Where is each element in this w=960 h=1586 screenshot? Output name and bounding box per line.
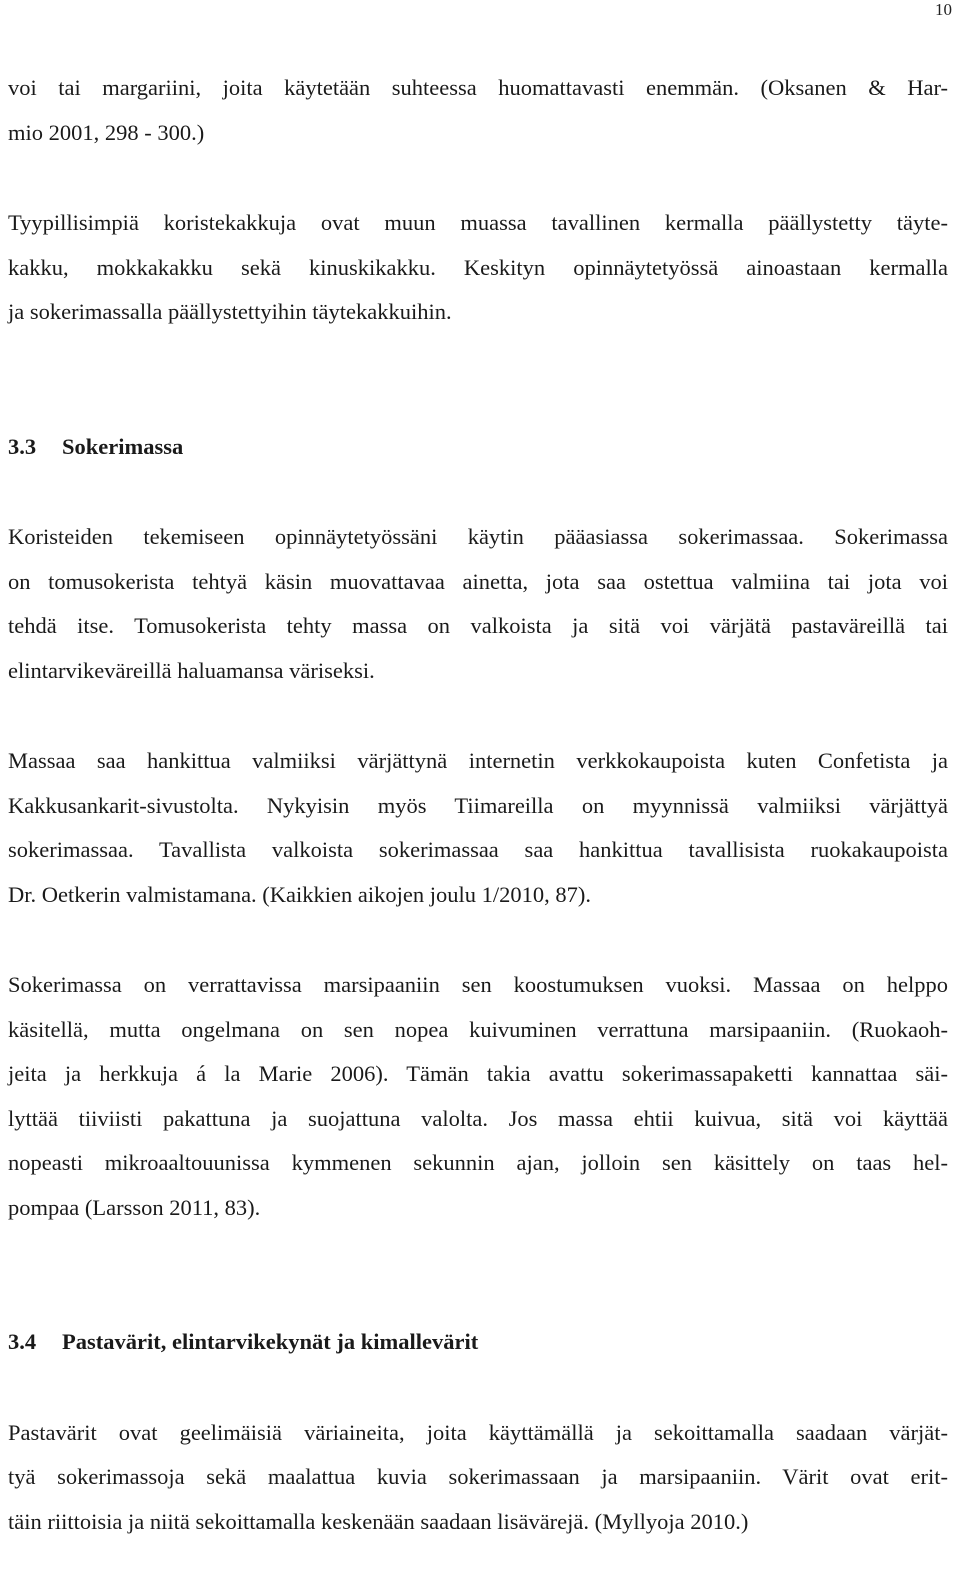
paragraph-margarine: [8, 66, 948, 155]
section-title: Sokerimassa: [62, 433, 184, 459]
section-heading-3-4: [8, 1320, 948, 1365]
paragraph-cake-types: [8, 201, 948, 335]
text-line: nopeasti mikroaaltouunissa kymmenen sekunnin ajan, jolloin sen käsittely on taas hel-: [8, 1150, 948, 1175]
text-line: kakku, mokkakakku sekä kinuskikakku. Keskityn opinnäytetyössä ainoastaan kermalla: [8, 254, 948, 280]
section-title: Pastavärit, elintarvikekynät ja kimallevärit: [62, 1329, 479, 1354]
text-line: voi tai margariini, joita käytetään suhteessa huomattavasti enemmän. (Oksanen & Har-: [8, 75, 948, 100]
text-line: täin riittoisia ja niitä sekoittamalla keskenään saadaan lisävärejä. (Myllyoja 2010.): [8, 1508, 749, 1534]
text-line: Sokerimassa on verrattavissa marsipaaniin sen koostumuksen vuoksi. Massaa on helppo: [8, 972, 948, 997]
text-line: tehdä itse. Tomusokerista tehty massa on valkoista ja sitä voi värjätä pastaväreillä tai: [8, 613, 948, 638]
text-line: Dr. Oetkerin valmistamana. (Kaikkien aikojen joulu 1/2010, 87).: [8, 881, 591, 907]
text-line: tyä sokerimassoja sekä maalattua kuvia sokerimassaan ja marsipaaniin. Värit ovat erit-: [8, 1464, 948, 1489]
text-line: elintarvikeväreillä haluamansa väriseksi.: [8, 657, 375, 683]
text-line: Koristeiden tekemiseen opinnäytetyössäni käytin pääasiassa sokerimassaa. Sokerimassa: [8, 524, 948, 549]
section-number: 3.4: [8, 1329, 37, 1354]
paragraph-sugarpaste-intro: [8, 515, 948, 693]
paragraph-sugarpaste-handling: [8, 963, 948, 1230]
text-line: lyttää tiiviisti pakattuna ja suojattuna valolta. Jos massa ehtii kuivua, sitä voi käyttää: [8, 1105, 948, 1131]
text-line: ja sokerimassalla päällystettyihin täytekakkuihin.: [8, 299, 452, 324]
page-number: 10: [935, 0, 952, 19]
text-line: Pastavärit ovat geelimäisiä väriaineita, joita käyttämällä ja sekoittamalla saadaan värjät-: [8, 1419, 948, 1445]
paragraph-paste-colors: [8, 1411, 948, 1545]
text-line: on tomusokerista tehtyä käsin muovattavaa ainetta, jota saa ostettua valmiina tai jota voi: [8, 568, 948, 594]
document-body: [8, 66, 948, 1544]
text-line: pompaa (Larsson 2011, 83).: [8, 1194, 261, 1220]
section-heading-3-3: [8, 425, 948, 470]
section-number: 3.3: [8, 433, 37, 459]
paragraph-sugarpaste-purchase: [8, 739, 948, 917]
text-line: sokerimassaa. Tavallista valkoista sokerimassaa saa hankittua tavallisista ruokakaupoista: [8, 837, 948, 862]
text-line: jeita ja herkkuja á la Marie 2006). Tämän takia avattu sokerimassapaketti kannattaa säi-: [8, 1061, 948, 1086]
text-line: Tyypillisimpiä koristekakkuja ovat muun muassa tavallinen kermalla päällystetty täyte-: [8, 210, 948, 235]
text-line: Kakkusankarit-sivustolta. Nykyisin myös Tiimareilla on myynnissä valmiiksi värjättyä: [8, 792, 948, 818]
text-line: mio 2001, 298 - 300.): [8, 119, 205, 145]
text-line: Massaa saa hankittua valmiiksi värjättynä internetin verkkokaupoista kuten Confetista ja: [8, 748, 948, 773]
text-line: käsitellä, mutta ongelmana on sen nopea kuivuminen verrattuna marsipaaniin. (Ruokaoh-: [8, 1016, 948, 1042]
